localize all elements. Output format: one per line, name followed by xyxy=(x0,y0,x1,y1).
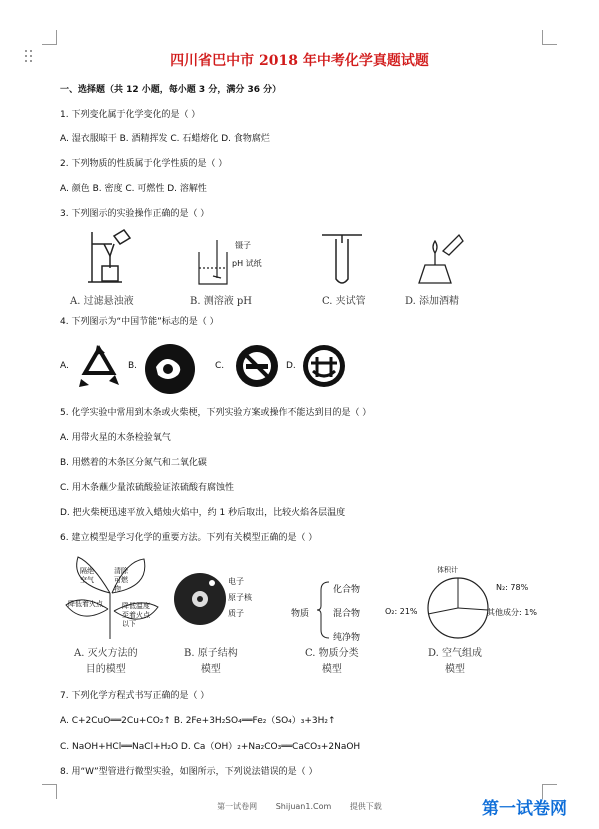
question-3: 3. 下列图示的实验操作正确的是（ ） xyxy=(60,209,210,219)
question-1-options: A. 湿衣服晾干 B. 酒精挥发 C. 石蜡熔化 D. 食物腐烂 xyxy=(60,134,270,144)
recycle-symbol-icon xyxy=(75,343,123,391)
air-composition-pie-figure xyxy=(426,576,490,640)
question-7-options: C. NaOH+HCl══NaCl+H₂O D. Ca（OH）₂+Na₂CO₃══CaCO₃+2NaOH xyxy=(60,742,361,752)
option-letter: A. xyxy=(60,361,69,371)
question-5-option: B. 用燃着的木条区分氮气和二氧化碳 xyxy=(60,458,207,468)
atom-label: 质子 xyxy=(228,609,244,618)
question-5-option: D. 把火柴梗迅速平放入蜡烛火焰中，约 1 秒后取出，比较火焰各层温度 xyxy=(60,508,346,518)
leaf-label: 降低温度至着火点以下 xyxy=(122,602,150,628)
classification-item: 纯净物 xyxy=(333,633,361,643)
figure-caption: C. 夹试管 xyxy=(322,296,366,307)
figure-caption: A. 过滤悬浊液 xyxy=(70,296,134,307)
leaf-label: 降低着火点 xyxy=(68,600,103,608)
page-title: 四川省巴中市 2018 年中考化学真题试题 xyxy=(170,53,429,69)
question-2-options: A. 颜色 B. 密度 C. 可燃性 D. 溶解性 xyxy=(60,184,207,194)
test-tube-clamp-figure xyxy=(318,229,368,289)
pie-label-n2: N₂: 78% xyxy=(496,583,529,592)
page-corner-mark xyxy=(42,30,57,45)
classification-item: 混合物 xyxy=(333,609,361,619)
question-8: 8. 用“W”型管进行微型实验，如图所示，下列说法错误的是（ ） xyxy=(60,767,318,777)
question-1: 1. 下列变化属于化学变化的是（ ） xyxy=(60,110,201,120)
question-2: 2. 下列物质的性质属于化学性质的是（ ） xyxy=(60,159,228,169)
question-4: 4. 下列图示为“中国节能”标志的是（ ） xyxy=(60,317,219,327)
question-7-options: A. C+2CuO══2Cu+CO₂↑ B. 2Fe+3H₂SO₄══Fe₂（SO₄）₃+3H₂↑ xyxy=(60,716,336,726)
question-5: 5. 化学实验中常用到木条或火柴梗，下列实验方案或操作不能达到目的是（ ） xyxy=(60,408,372,418)
pie-label-o2: O₂: 21% xyxy=(385,607,418,616)
page-corner-mark xyxy=(42,784,57,799)
option-letter: D. xyxy=(286,361,296,371)
atom-label: 电子 xyxy=(228,577,244,586)
watermark-logo: 第一试卷网 xyxy=(482,799,567,819)
tweezers-label: 镊子 xyxy=(235,241,251,250)
section-heading: 一、选择题（共 12 小题，每小题 3 分，满分 36 分） xyxy=(60,85,282,95)
figure-caption: B. 原子结构 模型 xyxy=(184,648,238,675)
option-letter: B. xyxy=(128,361,138,371)
brace-icon xyxy=(317,580,331,640)
figure-caption: A. 灭火方法的 目的模型 xyxy=(74,648,138,675)
classification-item: 化合物 xyxy=(333,585,361,595)
pie-top-label: 体积计 xyxy=(437,566,458,574)
page-footer: 第一试卷网 Shijuan1.Com 提供下载 xyxy=(217,802,382,811)
question-6: 6. 建立模型是学习化学的重要方法。下列有关模型正确的是（ ） xyxy=(60,533,318,543)
figure-caption: B. 测溶液 pH xyxy=(190,296,253,307)
figure-caption: C. 物质分类 模型 xyxy=(305,648,359,675)
question-7: 7. 下列化学方程式书写正确的是（ ） xyxy=(60,691,210,701)
no-smoking-logo-icon xyxy=(234,343,280,389)
leaf-label: 隔绝空气 xyxy=(80,567,94,584)
alcohol-lamp-figure xyxy=(405,229,465,289)
page-corner-mark xyxy=(542,30,557,45)
option-letter: C. xyxy=(215,361,225,371)
atom-structure-figure xyxy=(172,571,228,627)
pie-label-other: 其他成分: 1% xyxy=(487,608,537,617)
filtration-apparatus-figure xyxy=(80,226,140,288)
water-saving-logo-icon xyxy=(301,343,347,389)
figure-caption: D. 添加酒精 xyxy=(405,296,460,307)
ph-paper-label: pH 试纸 xyxy=(232,259,262,268)
atom-label: 原子核 xyxy=(228,593,252,602)
question-5-option: A. 用带火星的木条检验氧气 xyxy=(60,433,171,443)
classification-root: 物质 xyxy=(291,609,310,619)
question-5-option: C. 用木条蘸少量浓硫酸验证浓硫酸有腐蚀性 xyxy=(60,483,235,493)
leaf-label: 清除可燃物 xyxy=(114,567,128,593)
energy-saving-logo-icon xyxy=(144,343,196,395)
figure-caption: D. 空气组成 模型 xyxy=(428,648,483,675)
